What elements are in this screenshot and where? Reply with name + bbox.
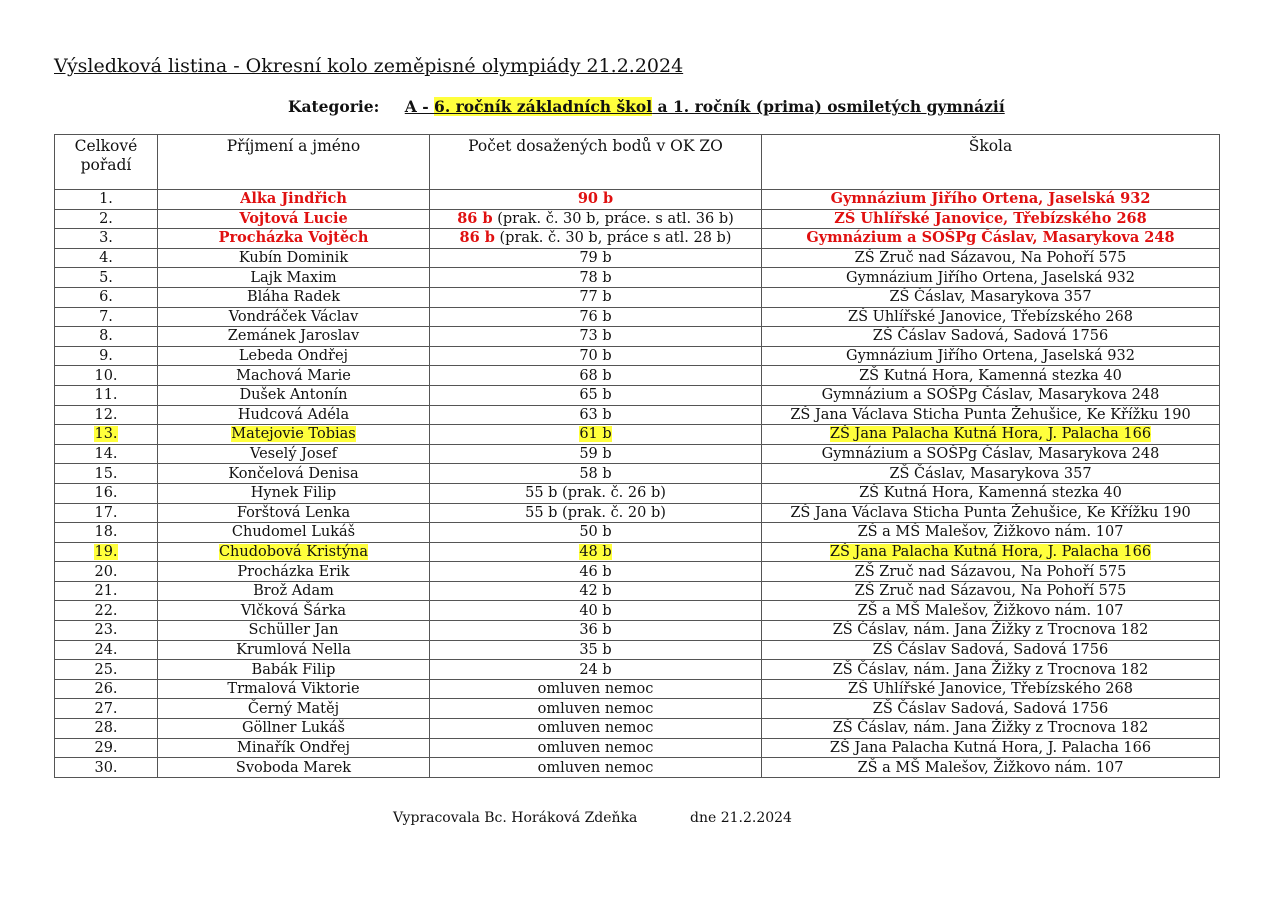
header-school: Škola xyxy=(762,135,1220,190)
results-body xyxy=(55,190,1220,778)
points-cell xyxy=(430,209,762,229)
rank-cell-text: 10. xyxy=(94,367,118,384)
school-cell-text: ZŠ a MŠ Malešov, Žižkovo nám. 107 xyxy=(857,602,1124,619)
points-cell xyxy=(430,248,762,268)
school-cell xyxy=(762,268,1220,288)
name-cell-text: Vojtová Lucie xyxy=(239,209,348,227)
school-cell xyxy=(762,581,1220,601)
points-cell xyxy=(430,483,762,503)
rank-cell xyxy=(55,660,158,680)
rank-cell xyxy=(55,366,158,386)
points-cell xyxy=(430,327,762,347)
rank-cell-text: 28. xyxy=(94,720,118,737)
points-cell xyxy=(430,758,762,778)
points-cell-text: 42 b xyxy=(579,583,612,600)
school-cell xyxy=(762,699,1220,719)
rank-cell-text: 1. xyxy=(99,191,113,208)
name-cell xyxy=(158,679,430,699)
name-cell xyxy=(158,640,430,660)
rank-cell xyxy=(55,190,158,210)
rank-cell xyxy=(55,229,158,249)
prepared-by: Vypracovala Bc. Horáková Zdeňka xyxy=(393,810,638,826)
table-row xyxy=(55,268,1220,288)
rank-cell-text: 3. xyxy=(99,230,113,247)
school-cell-text: ZŠ Jana Palacha Kutná Hora, J. Palacha 166 xyxy=(829,543,1152,560)
rank-cell xyxy=(55,483,158,503)
rank-cell xyxy=(55,444,158,464)
rank-cell-text: 18. xyxy=(94,524,118,541)
table-row xyxy=(55,385,1220,405)
school-cell xyxy=(762,287,1220,307)
points-cell xyxy=(430,581,762,601)
school-cell-text: ZŠ Čáslav, nám. Jana Žižky z Trocnova 182 xyxy=(832,622,1149,639)
category-suffix: a 1. ročník (prima) osmiletých gymnázií xyxy=(652,97,1005,116)
points-cell-text: 58 b xyxy=(579,465,612,482)
points-cell-text: 78 b xyxy=(579,269,612,286)
rank-cell-text: 8. xyxy=(99,328,113,345)
header-name: Příjmení a jméno xyxy=(158,135,430,190)
school-cell xyxy=(762,562,1220,582)
name-cell-text: Procházka Vojtěch xyxy=(218,229,369,247)
points-cell-text: omluven nemoc xyxy=(537,739,654,756)
school-cell-text: ZŠ Zruč nad Sázavou, Na Pohoří 575 xyxy=(854,583,1127,600)
school-cell xyxy=(762,229,1220,249)
points-cell-text: 36 b xyxy=(579,622,612,639)
name-cell-text: Černý Matěj xyxy=(247,700,340,717)
points-cell xyxy=(430,464,762,484)
school-cell-text: ZŠ Čáslav, Masarykova 357 xyxy=(889,465,1092,482)
points-cell xyxy=(430,562,762,582)
name-cell-text: Končelová Denisa xyxy=(228,465,359,482)
rank-cell xyxy=(55,758,158,778)
category-prefix: A - xyxy=(404,97,435,116)
name-cell-text: Lajk Maxim xyxy=(250,269,337,286)
points-cell xyxy=(430,699,762,719)
points-cell xyxy=(430,425,762,445)
name-cell-text: Alka Jindřich xyxy=(240,190,347,208)
name-cell xyxy=(158,621,430,641)
points-cell-text: 65 b xyxy=(579,387,612,404)
rank-cell-text: 20. xyxy=(94,563,118,580)
name-cell xyxy=(158,483,430,503)
table-row xyxy=(55,307,1220,327)
rank-cell-text: 13. xyxy=(94,426,118,443)
points-cell xyxy=(430,268,762,288)
rank-cell xyxy=(55,699,158,719)
rank-cell xyxy=(55,640,158,660)
table-row xyxy=(55,346,1220,366)
name-cell xyxy=(158,758,430,778)
name-cell-text: Matejovie Tobias xyxy=(231,426,356,443)
table-row xyxy=(55,190,1220,210)
table-row xyxy=(55,366,1220,386)
school-cell-text: ZŠ Čáslav Sadová, Sadová 1756 xyxy=(872,700,1109,717)
school-cell-text: ZŠ Čáslav, nám. Jana Žižky z Trocnova 182 xyxy=(832,661,1149,678)
school-cell xyxy=(762,366,1220,386)
school-cell xyxy=(762,209,1220,229)
name-cell xyxy=(158,542,430,562)
points-cell-text: 50 b xyxy=(579,524,612,541)
school-cell xyxy=(762,621,1220,641)
table-row xyxy=(55,738,1220,758)
rank-cell-text: 12. xyxy=(94,406,118,423)
table-row xyxy=(55,660,1220,680)
school-cell-text: ZŠ Kutná Hora, Kamenná stezka 40 xyxy=(859,485,1122,502)
points-cell-text: omluven nemoc xyxy=(537,700,654,717)
school-cell-text: ZŠ a MŠ Malešov, Žižkovo nám. 107 xyxy=(857,524,1124,541)
rank-cell xyxy=(55,503,158,523)
points-cell xyxy=(430,190,762,210)
name-cell-text: Machová Marie xyxy=(236,367,351,384)
rank-cell-text: 17. xyxy=(94,504,118,521)
name-cell xyxy=(158,346,430,366)
school-cell xyxy=(762,758,1220,778)
category-line xyxy=(288,97,1005,116)
table-row xyxy=(55,523,1220,543)
points-cell xyxy=(430,738,762,758)
name-cell xyxy=(158,660,430,680)
rank-cell-text: 27. xyxy=(94,700,118,717)
rank-cell xyxy=(55,738,158,758)
table-row xyxy=(55,425,1220,445)
rank-cell xyxy=(55,621,158,641)
rank-cell xyxy=(55,346,158,366)
table-row xyxy=(55,758,1220,778)
school-cell-text: Gymnázium a SOŠPg Čáslav, Masarykova 248 xyxy=(821,387,1160,404)
rank-cell-text: 11. xyxy=(94,387,118,404)
name-cell xyxy=(158,385,430,405)
points-cell-text: omluven nemoc xyxy=(537,759,654,776)
school-cell-text: ZŠ Jana Václava Sticha Punta Žehušice, Ke Křížku 190 xyxy=(790,504,1191,521)
name-cell xyxy=(158,523,430,543)
points-cell xyxy=(430,660,762,680)
table-row xyxy=(55,562,1220,582)
points-cell-text: 73 b xyxy=(579,328,612,345)
school-cell xyxy=(762,640,1220,660)
table-row xyxy=(55,464,1220,484)
points-cell xyxy=(430,542,762,562)
school-cell xyxy=(762,425,1220,445)
points-cell-text: omluven nemoc xyxy=(537,681,654,698)
name-cell xyxy=(158,229,430,249)
school-cell-text: ZŠ Čáslav, nám. Jana Žižky z Trocnova 182 xyxy=(832,720,1149,737)
name-cell xyxy=(158,190,430,210)
document-title: Výsledková listina - Okresní kolo zeměpisné olympiády 21.2.2024 xyxy=(54,55,684,77)
name-cell-text: Chudobová Kristýna xyxy=(218,543,369,560)
table-row xyxy=(55,248,1220,268)
name-cell xyxy=(158,425,430,445)
rank-cell-text: 30. xyxy=(94,759,118,776)
points-cell xyxy=(430,719,762,739)
rank-cell xyxy=(55,542,158,562)
name-cell-text: Svoboda Marek xyxy=(235,759,352,776)
school-cell-text: Gymnázium a SOŠPg Čáslav, Masarykova 248 xyxy=(806,229,1175,247)
school-cell-text: ZŠ Kutná Hora, Kamenná stezka 40 xyxy=(859,367,1122,384)
points-cell xyxy=(430,523,762,543)
rank-cell xyxy=(55,719,158,739)
school-cell-text: ZŠ Uhlířské Janovice, Třebízského 268 xyxy=(848,681,1133,698)
table-row xyxy=(55,621,1220,641)
name-cell xyxy=(158,327,430,347)
rank-cell-text: 21. xyxy=(94,583,118,600)
school-cell xyxy=(762,346,1220,366)
table-row xyxy=(55,719,1220,739)
school-cell-text: ZŠ Čáslav Sadová, Sadová 1756 xyxy=(872,328,1109,345)
points-note: (prak. č. 30 b, práce. s atl. 36 b) xyxy=(492,210,734,227)
points-cell-text: 48 b xyxy=(579,543,612,560)
points-cell xyxy=(430,621,762,641)
name-cell-text: Procházka Erik xyxy=(237,563,350,580)
rank-cell xyxy=(55,523,158,543)
school-cell-text: Gymnázium Jiřího Ortena, Jaselská 932 xyxy=(846,348,1135,365)
school-cell xyxy=(762,738,1220,758)
school-cell xyxy=(762,601,1220,621)
school-cell xyxy=(762,307,1220,327)
points-cell xyxy=(430,366,762,386)
table-row xyxy=(55,542,1220,562)
school-cell-text: Gymnázium a SOŠPg Čáslav, Masarykova 248 xyxy=(821,446,1160,463)
name-cell xyxy=(158,444,430,464)
rank-cell-text: 25. xyxy=(94,661,118,678)
rank-cell-text: 6. xyxy=(99,289,113,306)
points-cell-text: 77 b xyxy=(579,289,612,306)
school-cell xyxy=(762,719,1220,739)
points-cell xyxy=(430,346,762,366)
rank-cell-text: 2. xyxy=(99,210,113,227)
name-cell-text: Dušek Antonín xyxy=(239,387,348,404)
school-cell-text: ZŠ Jana Palacha Kutná Hora, J. Palacha 166 xyxy=(829,426,1152,443)
name-cell-text: Lebeda Ondřej xyxy=(238,348,349,365)
name-cell xyxy=(158,699,430,719)
points-cell-text: 90 b xyxy=(577,190,614,208)
table-row xyxy=(55,640,1220,660)
table-row xyxy=(55,327,1220,347)
points-cell-text: 68 b xyxy=(579,367,612,384)
name-cell xyxy=(158,562,430,582)
table-row xyxy=(55,287,1220,307)
table-row xyxy=(55,444,1220,464)
rank-cell-text: 19. xyxy=(94,543,118,560)
rank-cell-text: 26. xyxy=(94,681,118,698)
name-cell-text: Vlčková Šárka xyxy=(240,602,347,619)
rank-cell xyxy=(55,425,158,445)
school-cell xyxy=(762,464,1220,484)
points-cell xyxy=(430,601,762,621)
rank-cell xyxy=(55,581,158,601)
name-cell-text: Kubín Dominik xyxy=(238,250,349,267)
points-cell xyxy=(430,679,762,699)
points-cell xyxy=(430,640,762,660)
school-cell xyxy=(762,385,1220,405)
points-cell-text: 86 b xyxy=(457,209,493,227)
name-cell-text: Vondráček Václav xyxy=(228,308,359,325)
name-cell-text: Krumlová Nella xyxy=(236,641,351,658)
rank-cell-text: 7. xyxy=(99,308,113,325)
name-cell-text: Babák Filip xyxy=(251,661,336,678)
rank-cell-text: 9. xyxy=(99,348,113,365)
school-cell-text: ZŠ Uhlířské Janovice, Třebízského 268 xyxy=(834,209,1147,227)
table-row xyxy=(55,503,1220,523)
header-rank: Celkové pořadí xyxy=(55,135,158,190)
rank-cell xyxy=(55,385,158,405)
school-cell-text: ZŠ a MŠ Malešov, Žižkovo nám. 107 xyxy=(857,759,1124,776)
name-cell xyxy=(158,503,430,523)
school-cell xyxy=(762,444,1220,464)
school-cell-text: ZŠ Čáslav, Masarykova 357 xyxy=(889,289,1092,306)
rank-cell xyxy=(55,464,158,484)
points-cell xyxy=(430,405,762,425)
points-cell-text: 55 b (prak. č. 20 b) xyxy=(525,504,666,521)
points-note: (prak. č. 30 b, práce s atl. 28 b) xyxy=(494,230,732,247)
footer-date: dne 21.2.2024 xyxy=(690,810,792,826)
name-cell-text: Forštová Lenka xyxy=(236,504,351,521)
name-cell xyxy=(158,405,430,425)
rank-cell xyxy=(55,327,158,347)
points-cell xyxy=(430,287,762,307)
category-highlight: 6. ročník základních škol xyxy=(434,97,653,116)
name-cell xyxy=(158,464,430,484)
points-cell-text: 46 b xyxy=(579,563,612,580)
rank-cell xyxy=(55,268,158,288)
name-cell xyxy=(158,719,430,739)
rank-cell xyxy=(55,679,158,699)
table-header-row xyxy=(55,135,1220,190)
table-row xyxy=(55,601,1220,621)
points-cell-text: 35 b xyxy=(579,641,612,658)
points-cell-text: 24 b xyxy=(579,661,612,678)
school-cell xyxy=(762,679,1220,699)
points-cell-text: 40 b xyxy=(579,602,612,619)
points-cell-text: omluven nemoc xyxy=(537,720,654,737)
rank-cell-text: 22. xyxy=(94,602,118,619)
rank-cell-text: 23. xyxy=(94,622,118,639)
rank-cell xyxy=(55,287,158,307)
points-cell-text: 86 b xyxy=(459,229,495,247)
rank-cell xyxy=(55,601,158,621)
name-cell-text: Zemánek Jaroslav xyxy=(227,328,360,345)
name-cell-text: Brož Adam xyxy=(253,583,334,600)
table-row xyxy=(55,483,1220,503)
name-cell xyxy=(158,307,430,327)
points-cell xyxy=(430,444,762,464)
points-cell-text: 55 b (prak. č. 26 b) xyxy=(525,485,666,502)
name-cell-text: Trmalová Viktorie xyxy=(227,681,360,698)
points-cell xyxy=(430,385,762,405)
rank-cell-text: 29. xyxy=(94,739,118,756)
rank-cell-text: 15. xyxy=(94,465,118,482)
points-cell-text: 79 b xyxy=(579,250,612,267)
name-cell-text: Hynek Filip xyxy=(250,485,337,502)
school-cell-text: Gymnázium Jiřího Ortena, Jaselská 932 xyxy=(830,190,1151,208)
rank-cell-text: 14. xyxy=(94,446,118,463)
rank-cell xyxy=(55,248,158,268)
points-cell xyxy=(430,229,762,249)
name-cell xyxy=(158,209,430,229)
points-cell xyxy=(430,503,762,523)
rank-cell-text: 24. xyxy=(94,641,118,658)
header-points: Počet dosažených bodů v OK ZO xyxy=(430,135,762,190)
name-cell xyxy=(158,268,430,288)
points-cell-text: 76 b xyxy=(579,308,612,325)
school-cell xyxy=(762,190,1220,210)
table-row xyxy=(55,679,1220,699)
school-cell xyxy=(762,660,1220,680)
school-cell xyxy=(762,523,1220,543)
points-cell-text: 59 b xyxy=(579,446,612,463)
points-cell xyxy=(430,307,762,327)
rank-cell xyxy=(55,562,158,582)
table-row xyxy=(55,699,1220,719)
points-cell-text: 70 b xyxy=(579,348,612,365)
name-cell-text: Veselý Josef xyxy=(249,446,338,463)
name-cell xyxy=(158,366,430,386)
school-cell xyxy=(762,405,1220,425)
category-value xyxy=(405,97,1005,116)
category-label: Kategorie: xyxy=(288,97,380,116)
table-row xyxy=(55,209,1220,229)
name-cell xyxy=(158,738,430,758)
table-row xyxy=(55,229,1220,249)
name-cell xyxy=(158,581,430,601)
school-cell-text: ZŠ Zruč nad Sázavou, Na Pohoří 575 xyxy=(854,250,1127,267)
name-cell-text: Hudcová Adéla xyxy=(237,406,350,423)
school-cell-text: ZŠ Uhlířské Janovice, Třebízského 268 xyxy=(848,308,1133,325)
school-cell-text: ZŠ Čáslav Sadová, Sadová 1756 xyxy=(872,641,1109,658)
rank-cell xyxy=(55,405,158,425)
name-cell-text: Schüller Jan xyxy=(248,622,339,639)
points-cell-text: 61 b xyxy=(579,426,612,443)
rank-cell xyxy=(55,307,158,327)
name-cell-text: Bláha Radek xyxy=(246,289,341,306)
name-cell-text: Chudomel Lukáš xyxy=(231,524,356,541)
school-cell xyxy=(762,248,1220,268)
table-row xyxy=(55,581,1220,601)
rank-cell-text: 4. xyxy=(99,250,113,267)
school-cell xyxy=(762,503,1220,523)
school-cell xyxy=(762,327,1220,347)
points-cell-text: 63 b xyxy=(579,406,612,423)
name-cell-text: Minařík Ondřej xyxy=(237,739,350,756)
school-cell-text: Gymnázium Jiřího Ortena, Jaselská 932 xyxy=(846,269,1135,286)
name-cell xyxy=(158,287,430,307)
rank-cell-text: 5. xyxy=(99,269,113,286)
name-cell xyxy=(158,601,430,621)
school-cell xyxy=(762,542,1220,562)
rank-cell-text: 16. xyxy=(94,485,118,502)
school-cell-text: ZŠ Zruč nad Sázavou, Na Pohoří 575 xyxy=(854,563,1127,580)
name-cell xyxy=(158,248,430,268)
table-row xyxy=(55,405,1220,425)
name-cell-text: Göllner Lukáš xyxy=(242,720,345,737)
school-cell-text: ZŠ Jana Václava Sticha Punta Žehušice, Ke Křížku 190 xyxy=(790,406,1191,423)
rank-cell xyxy=(55,209,158,229)
school-cell xyxy=(762,483,1220,503)
school-cell-text: ZŠ Jana Palacha Kutná Hora, J. Palacha 166 xyxy=(829,739,1152,756)
results-table xyxy=(54,134,1220,778)
